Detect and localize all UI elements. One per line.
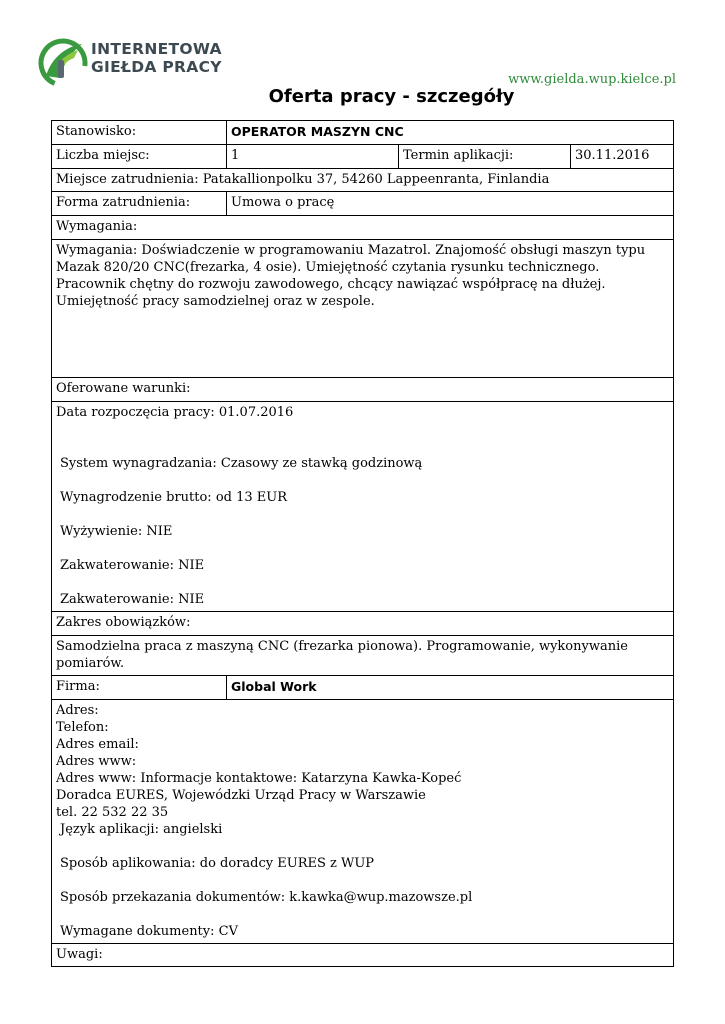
food: Wyżywienie: NIE xyxy=(60,524,173,539)
documents-delivery: Sposób przekazania dokumentów: k.kawka@wup.mazowsze.pl xyxy=(60,890,473,905)
duties-header-row xyxy=(52,612,674,636)
pay-system: System wynagradzania: Czasowy ze stawką godzinową xyxy=(60,456,423,471)
position-row xyxy=(52,121,674,145)
gross-pay: Wynagrodzenie brutto: od 13 EUR xyxy=(60,490,288,505)
requirements-text: Wymagania: Doświadczenie w programowaniu Mazatrol. Znajomość obsługi maszyn typu Mazak 820/20 CNC(frezarka, 4 osie). Umiejętność czytania rysunku technicznego. Pracownik chętny do rozwoju zawodowego, chcący nawiązać współpracę na dłużej. Umiejętność pracy samodzielnej oraz w zespole. xyxy=(52,240,674,378)
requirements-label: Wymagania: xyxy=(52,216,674,240)
conditions-cell xyxy=(52,402,674,612)
contact-www: Adres www: xyxy=(56,754,137,769)
company-label: Firma: xyxy=(52,676,227,700)
site-url-link[interactable]: www.gielda.wup.kielce.pl xyxy=(508,72,676,87)
logo-text xyxy=(91,40,222,76)
employment-label: Forma zatrudnienia: xyxy=(52,192,227,216)
company-value: Global Work xyxy=(227,676,674,700)
start-date: Data rozpoczęcia pracy: 01.07.2016 xyxy=(56,405,294,420)
count-label: Liczba miejsc: xyxy=(52,145,227,169)
location-text: Miejsce zatrudnienia: Patakallionpolku 37, 54260 Lappeenranta, Finlandia xyxy=(52,169,674,192)
contact-email: Adres email: xyxy=(56,737,139,752)
duties-text: Samodzielna praca z maszyną CNC (frezarka pionowa). Programowanie, wykonywanie pomiarów. xyxy=(52,636,674,676)
contact-cell xyxy=(52,700,674,944)
count-value: 1 xyxy=(227,145,399,169)
conditions-header-row xyxy=(52,378,674,402)
requirements-row xyxy=(52,240,674,378)
conditions-row xyxy=(52,402,674,612)
logo-line-1: INTERNETOWA xyxy=(91,40,222,58)
logo xyxy=(38,38,228,88)
position-value: OPERATOR MASZYN CNC xyxy=(227,121,674,145)
notes-label: Uwagi: xyxy=(52,944,674,967)
offer-table xyxy=(51,120,674,967)
employment-row xyxy=(52,192,674,216)
deadline-value: 30.11.2016 xyxy=(571,145,674,169)
company-row xyxy=(52,676,674,700)
how-to-apply: Sposób aplikowania: do doradcy EURES z WUP xyxy=(60,856,375,871)
contact-row xyxy=(52,700,674,944)
requirements-header-row xyxy=(52,216,674,240)
contact-info: Adres www: Informacje kontaktowe: Katarzyna Kawka-Kopeć xyxy=(56,771,462,786)
contact-address: Adres: xyxy=(56,703,99,718)
housing-2: Zakwaterowanie: NIE xyxy=(60,592,205,607)
contact-phone: Telefon: xyxy=(56,720,109,735)
housing-1: Zakwaterowanie: NIE xyxy=(60,558,205,573)
duties-row xyxy=(52,636,674,676)
logo-line-2: GIEŁDA PRACY xyxy=(91,58,222,76)
application-language: Język aplikacji: angielski xyxy=(60,822,223,837)
count-row xyxy=(52,145,674,169)
position-label: Stanowisko: xyxy=(52,121,227,145)
conditions-label: Oferowane warunki: xyxy=(52,378,674,402)
employment-value: Umowa o pracę xyxy=(227,192,674,216)
location-row xyxy=(52,169,674,192)
notes-row xyxy=(52,944,674,967)
duties-label: Zakres obowiązków: xyxy=(52,612,674,636)
contact-advisor: Doradca EURES, Wojewódzki Urząd Pracy w Warszawie xyxy=(56,788,426,803)
contact-tel: tel. 22 532 22 35 xyxy=(56,805,169,820)
required-documents: Wymagane dokumenty: CV xyxy=(60,924,238,939)
page-title: Oferta pracy - szczegóły xyxy=(268,86,515,107)
deadline-label: Termin aplikacji: xyxy=(399,145,571,169)
logo-icon xyxy=(38,38,88,88)
